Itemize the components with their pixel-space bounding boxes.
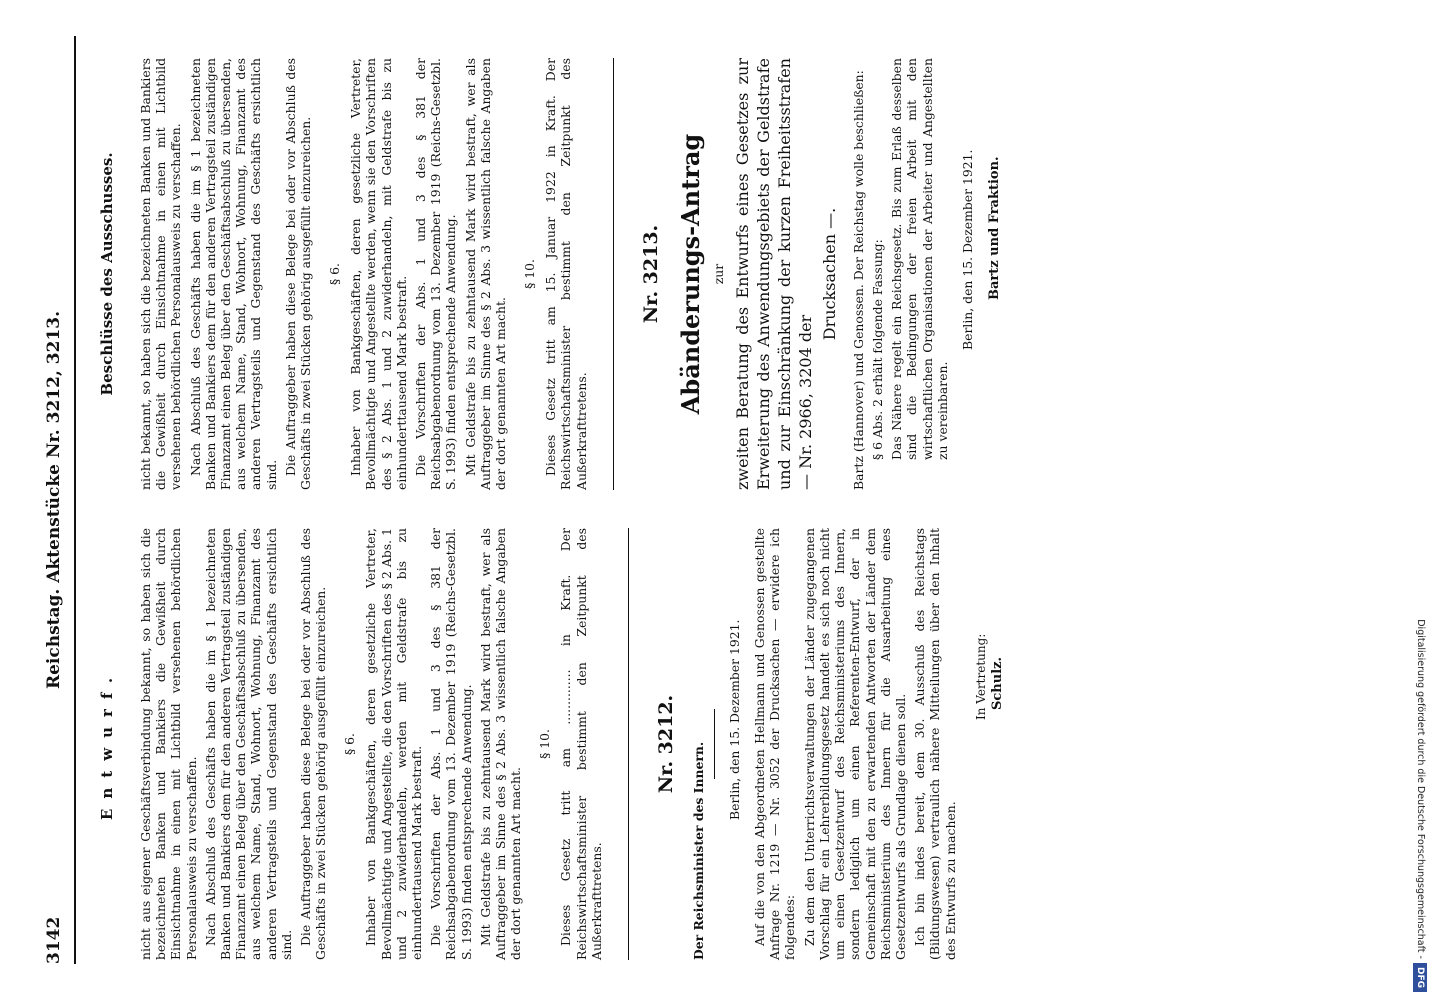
- paragraph: Die Auftraggeber haben diese Belege bei oder vor Abschluß des Geschäfts in zwei Stücken gehörig ausgefüllt einzureichen.: [298, 528, 329, 960]
- letter-paragraph: Ich bin indes bereit, dem 30. Ausschuß des Reichstags (Bildungswesen) vertraulich nähere Mitteilungen über den Inhalt des Entwurfs zu machen.: [912, 528, 958, 960]
- amendment-line: § 6 Abs. 2 erhält folgende Fassung:: [870, 239, 886, 460]
- motion-title: Abänderungs-Antrag: [675, 133, 705, 415]
- place-date: Berlin, den 15. Dezember 1921.: [960, 149, 976, 350]
- letter-paragraph: Auf die von den Abgeordneten Hellmann und Genossen gestellte Anfrage Nr. 1219 — Nr. 3052 der Drucksachen — erwidere ich folgendes:: [752, 528, 798, 960]
- sender-line: Der Reichsminister des Innern.: [691, 741, 707, 960]
- paragraph: Die Vorschriften der Abs. 1 und 3 des § 381 der Reichsabgabenordnung vom 13. Dezember 1919 (Reichs-Gesetzbl. S. 1993) finden entsprechende Anwendung.: [428, 528, 474, 960]
- signature-name: Bartz und Fraktion.: [987, 156, 1003, 300]
- paragraph: Inhaber von Bankgeschäften, deren gesetzliche Vertreter, Bevollmächtigte und Angestellte werden, wenn sie den Vorschriften des § 2 Abs. 1 und 2 zuwiderhandeln, mit Geldstrafe bis zu einhunderttausend Mark bestraft.: [348, 58, 409, 490]
- paragraph: Mit Geldstrafe bis zu zehntausend Mark wird bestraft, wer als Auftraggeber im Sinne des § 2 Abs. 3 wissentlich falsche Angaben der dort genannten Art macht.: [462, 58, 509, 490]
- place-date: Berlin, den 15. Dezember 1921.: [727, 619, 743, 820]
- section-heading: § 10.: [522, 259, 538, 289]
- motion-body: Bartz (Hannover) und Genossen. Der Reichstag wolle beschließen:: [850, 70, 866, 490]
- section-heading: § 6.: [327, 263, 343, 285]
- paragraph: Nach Abschluß des Geschäfts haben die im § 1 bezeichneten Banken und Bankiers dem für den anderen Vertragsteil zuständigen Finanzamt einen Beleg über den Geschäftsabschluß zu übersenden, aus welchem Name, Stand, Wohnort, Wohnung, Finanzamt des anderen Vertragsteils und Gegenstand des Geschäfts ersichtlich sind.: [187, 58, 279, 490]
- running-head: [40, 36, 76, 964]
- document-number: Nr. 3213.: [639, 224, 662, 324]
- section-heading: § 10.: [537, 729, 553, 759]
- page-number: 3142: [44, 916, 64, 964]
- digitization-credit: Digitalisierung gefördert durch die Deutsche Forschungsgemeinschaft -: [1415, 619, 1426, 959]
- paragraph: Die Vorschriften der Abs. 1 und 3 des § 381 der Reichsabgabenordnung vom 13. Dezember 1919 (Reichs-Gesetzbl. S. 1993) finden entsprechende Anwendung.: [413, 58, 459, 490]
- paragraph: nicht bekannt, so haben sich die bezeichneten Banken und Bankiers die Gewißheit durch Einsichtnahme in einen mit Lichtbild versehenen behördlichen Personalausweis zu verschaffen.: [138, 58, 184, 490]
- signature-name: Schulz.: [989, 656, 1005, 710]
- amendment-text: Das Nähere regelt ein Reichsgesetz. Bis zum Erlaß desselben sind die Bedingungen der freien Arbeit mit den wirtschaftlichen Organisationen der Arbeiter und Angestellten zu vereinbaren.: [889, 58, 950, 460]
- motion-zur: zur: [710, 263, 726, 285]
- digitization-note: [1413, 12, 1427, 992]
- document-number: Nr. 3212.: [655, 694, 678, 794]
- paragraph: Die Auftraggeber haben diese Belege bei oder vor Abschluß des Geschäfts in zwei Stücken gehörig ausgefüllt einzureichen.: [282, 58, 314, 490]
- section-heading: § 6.: [342, 733, 358, 755]
- paragraph: Dieses Gesetz tritt am 15. Januar 1922 in Kraft. Der Reichswirtschaftsminister bestimmt den Zeitpunkt des Außerkrafttretens.: [543, 58, 589, 490]
- dfg-logo-badge: DFG: [1413, 963, 1427, 992]
- section-divider: [628, 528, 629, 960]
- left-column: [80, 524, 1005, 964]
- signature-label: In Vertretung:: [973, 633, 988, 720]
- column-heading-beschluesse: Beschlüsse des Ausschusses.: [98, 152, 116, 396]
- right-column: [80, 54, 1002, 494]
- motion-reference: Drucksachen —.: [819, 207, 839, 341]
- paragraph: Dieses Gesetz tritt am .............. in Kraft. Der Reichswirtschaftsminister bestimmt den Zeitpunkt des Außerkrafttretens.: [558, 528, 604, 960]
- motion-subject: zweiten Beratung des Entwurfs eines Gesetzes zur Erweiterung des Anwendungsgebiets der Geldstrafe und zur Einschränkung der kurzen Freiheitsstrafen — Nr. 2966, 3204 der: [732, 58, 815, 490]
- running-title: Reichstag. Aktenstücke Nr. 3212, 3213.: [44, 310, 64, 690]
- paragraph: Mit Geldstrafe bis zu zehntausend Mark wird bestraft, wer als Auftraggeber im Sinne des § 2 Abs. 3 wissentlich falsche Angaben der dort genannten Art macht.: [477, 528, 524, 960]
- digitization-note-text: [1413, 12, 1427, 992]
- paragraph: nicht aus eigener Geschäftsverbindung bekannt, so haben sich die bezeichneten Banken und Bankiers die Gewißheit durch Einsichtnahme in einen mit Lichtbild versehenen behördlichen Personalausweis zu verschaffen.: [138, 528, 199, 960]
- column-heading-entwurf: Entwurf.: [98, 667, 116, 821]
- short-rule: [714, 709, 715, 779]
- paragraph: Inhaber von Bankgeschäften, deren gesetzliche Vertreter, Bevollmächtigte und Angestellte, die den Vorschriften des § 2 Abs. 1 und 2 zuwiderhandeln, werden mit Geldstrafe bis zu einhunderttausend Mark bestraft.: [363, 528, 425, 960]
- letter-paragraph: Zu dem den Unterrichtsverwaltungen der Länder zugegangenen Vorschlag für ein Lehrerbildungsgesetz handelt es sich noch nicht um einen Gesetzentwurf des Reichsministeriums des Innern, sondern lediglich um einen Referenten-Entwurf, der in Gemeinschaft mit den zu erwartenden Antworten der Länder dem Reichsministerium des Innern für die Ausarbeitung eines Gesetzentwurfs als Grundlage dienen soll.: [801, 528, 908, 960]
- two-column-body: [80, 36, 1380, 964]
- paragraph: Nach Abschluß des Geschäfts haben die im § 1 bezeichneten Banken und Bankiers dem für den anderen Vertragsteil zuständigen Finanzamt einen Beleg über den Geschäftsabschluß zu übersenden, aus welchem Name, Stand, Wohnort, Wohnung, Finanzamt des anderen Vertragsteils und Gegenstand des Geschäfts ersichtlich sind.: [202, 528, 294, 960]
- section-divider: [613, 58, 614, 490]
